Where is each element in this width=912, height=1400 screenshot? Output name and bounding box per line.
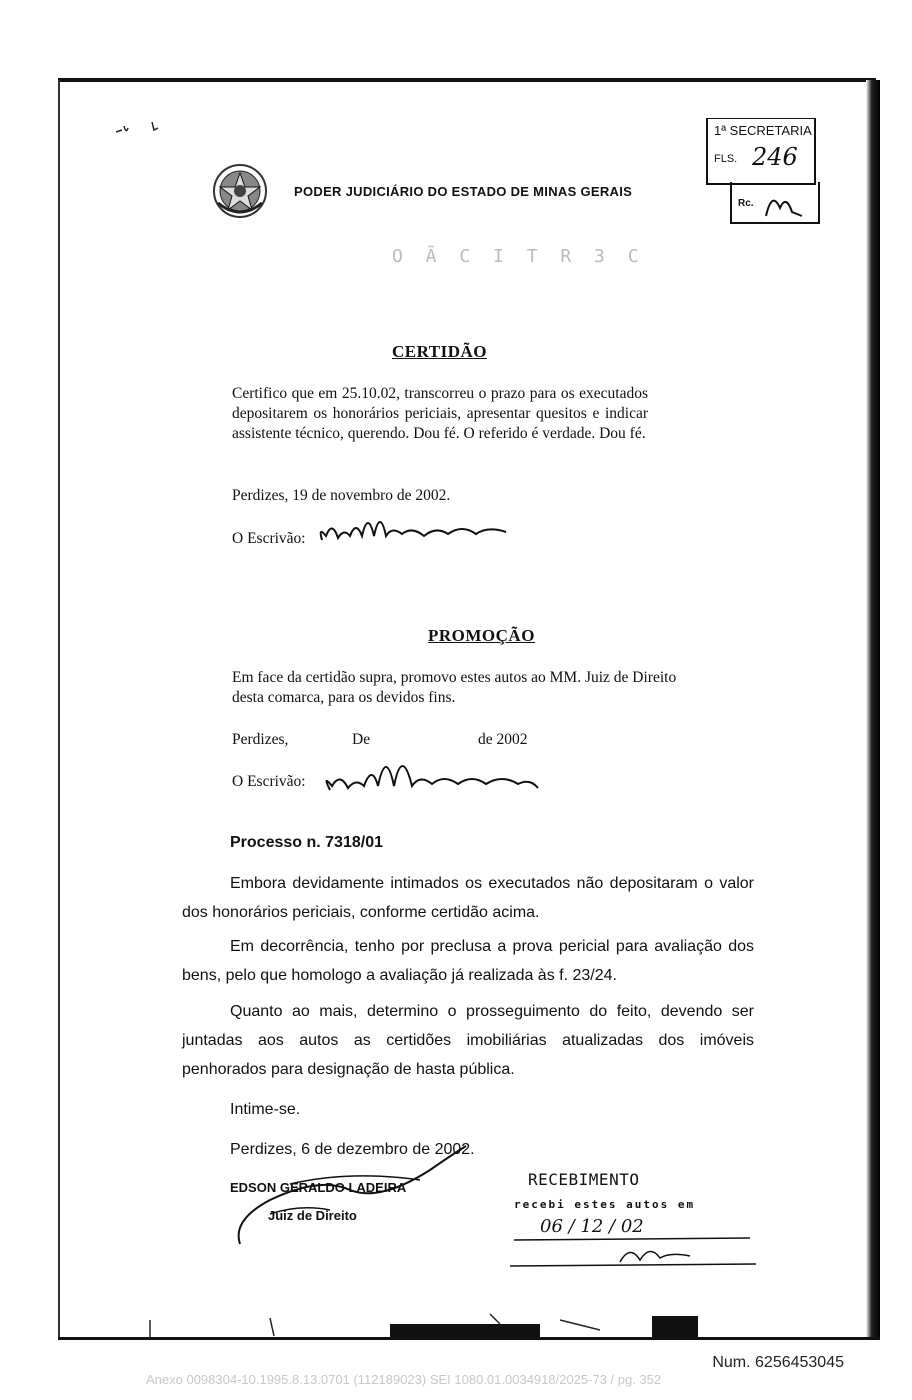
coat-of-arms-icon (210, 163, 270, 219)
scan-marks (112, 116, 172, 138)
stamp-secretaria: 1ª SECRETARIA (714, 123, 812, 138)
promocao-date-year: de 2002 (478, 731, 528, 748)
decisao-paragraph-1: Embora devidamente intimados os executados não depositaram o valor dos honorários periciais, conforme certidão acima. (182, 875, 754, 921)
promocao-date-place: Perdizes, (232, 731, 289, 748)
recebimento-lines (510, 1232, 760, 1272)
processo-number: Processo n. 7318/01 (230, 834, 383, 851)
signer-name: EDSON GERALDO LADEIRA (230, 1180, 407, 1195)
signer-role: Juiz de Direito (268, 1208, 357, 1223)
secretaria-stamp (706, 118, 816, 185)
recebimento-subtitle: recebi estes autos em (514, 1198, 696, 1211)
judge-signature (230, 1140, 500, 1252)
certidao-date: Perdizes, 19 de novembro de 2002. (232, 487, 451, 504)
scan-left-edge (58, 80, 60, 1340)
promocao-body: Em face da certidão supra, promovo estes autos ao MM. Juiz de Direito desta comarca, para os devidos fins. (232, 669, 677, 706)
promocao-date-de: De (352, 731, 371, 748)
annex-reference: Anexo 0098304-10.1995.8.13.0701 (112189023) SEI 1080.01.0034918/2025-73 / pg. 352 (146, 1372, 662, 1387)
institution-header: PODER JUDICIÁRIO DO ESTADO DE MINAS GERAIS (294, 184, 633, 199)
faint-stamp-text: O Ã C I T R 3 C (392, 246, 645, 267)
decisao-paragraph-2: Em decorrência, tenho por preclusa a prova pericial para avaliação dos bens, pelo que homologo a avaliação já realizada às f. 23/24. (182, 938, 754, 984)
rc-stamp (730, 182, 820, 224)
recebimento-title: RECEBIMENTO (528, 1170, 640, 1189)
bottom-scan-artifacts (60, 1300, 866, 1340)
promocao-title: PROMOÇÃO (428, 626, 535, 645)
promocao-escrivao-label: O Escrivão: (232, 773, 306, 790)
recebimento-date: 06 / 12 / 02 (540, 1216, 644, 1237)
promocao-signature (320, 744, 542, 800)
stamp-rc-label: Rc. (738, 198, 754, 209)
certidao-title: CERTIDÃO (392, 342, 488, 361)
escrivao-signature (316, 506, 512, 550)
intime-se: Intime-se. (230, 1101, 301, 1118)
scan-top-edge (58, 78, 876, 82)
decisao-date: Perdizes, 6 de dezembro de 2002. (230, 1141, 475, 1158)
scan-right-edge (866, 80, 880, 1340)
stamp-fls-label: FLS. (714, 153, 738, 165)
certidao-escrivao-label: O Escrivão: (232, 530, 306, 547)
decisao-paragraph-3: Quanto ao mais, determino o prosseguimento do feito, devendo ser juntadas aos autos as certidões imobiliárias atualizadas dos imóveis penhorados para designação de hasta pública. (182, 1003, 754, 1078)
certidao-body: Certifico que em 25.10.02, transcorreu o prazo para os executados depositarem os honorários periciais, apresentar quesitos e indicar assistente técnico, querendo. Dou fé. O referido é verdade. Dou fé. (232, 385, 648, 442)
stamp-fls-number: 246 (752, 143, 798, 171)
document-number: Num. 6256453045 (712, 1354, 844, 1371)
stamp-initials (762, 186, 812, 222)
